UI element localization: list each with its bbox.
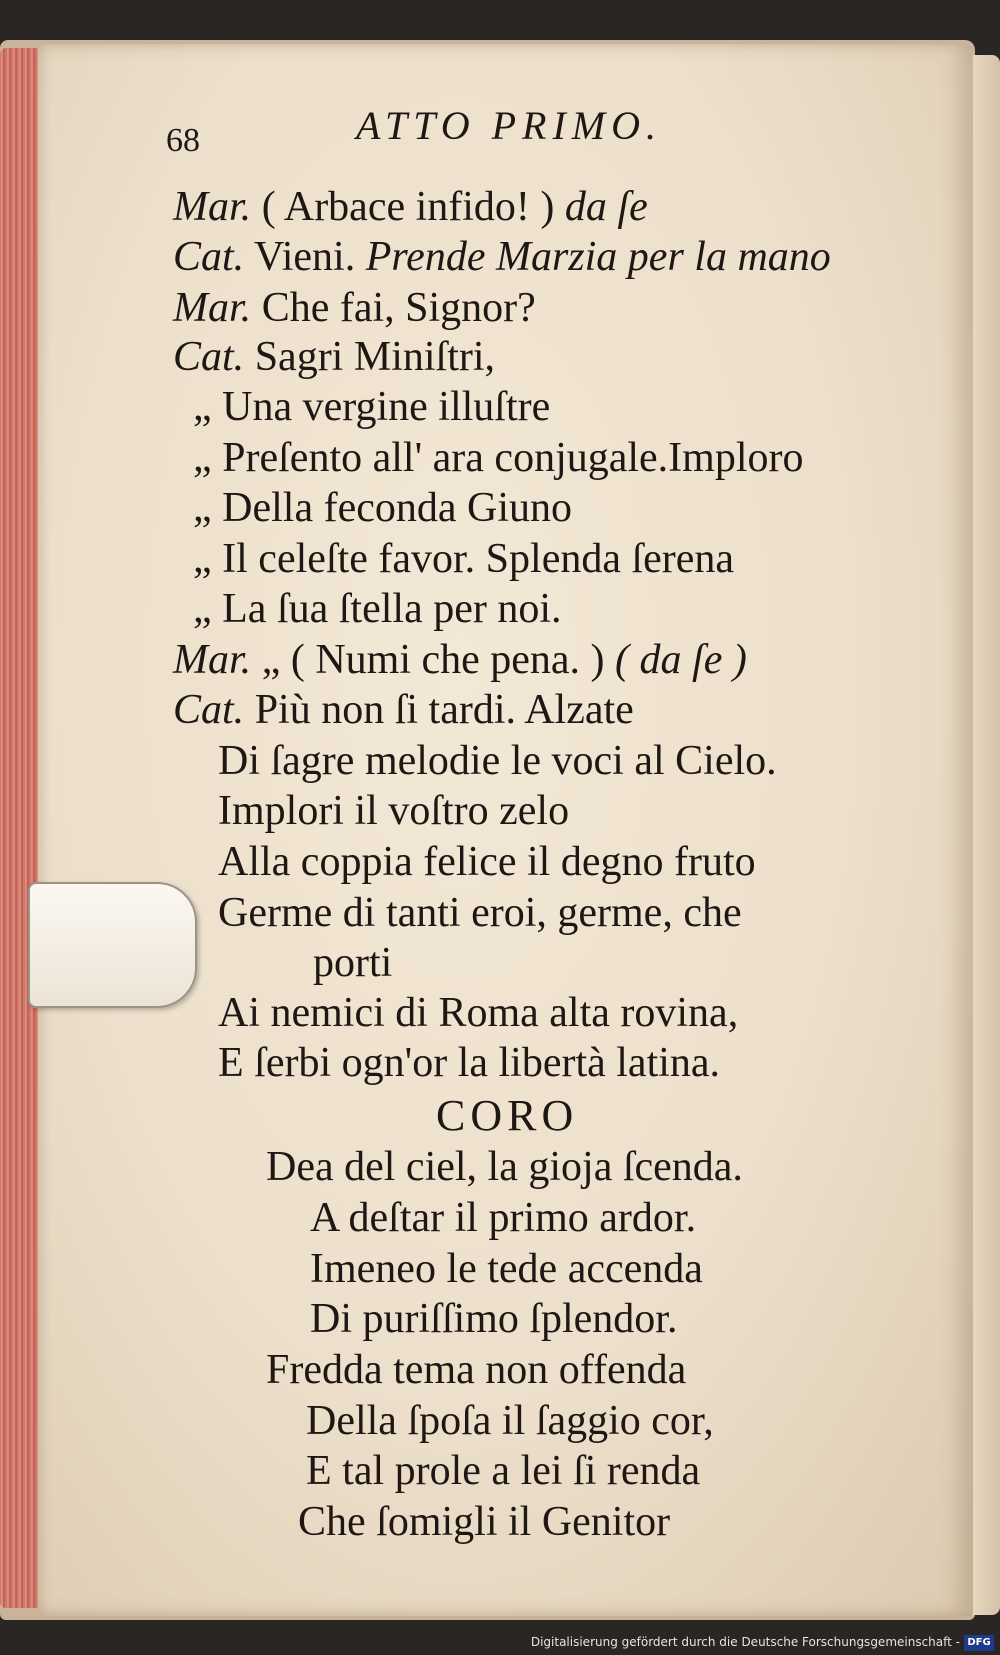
line-text: ( Arbace infido! ) bbox=[261, 184, 555, 230]
verse-line: „ Preſento all' ara conjugale.Imploro bbox=[193, 435, 804, 481]
verse-line: Ai nemici di Roma alta rovina, bbox=[218, 990, 739, 1036]
chorus-verse: Fredda tema non offenda bbox=[266, 1347, 687, 1393]
stage-direction: da ſe bbox=[564, 184, 648, 230]
verse-line bbox=[173, 336, 495, 378]
verse-line: „ Il celeſte favor. Splenda ſerena bbox=[193, 536, 735, 582]
book-page bbox=[38, 44, 973, 1616]
speaker-label: Mar. bbox=[173, 637, 252, 683]
speaker-label: Mar. bbox=[173, 285, 252, 331]
chorus-verse: Della ſpoſa il ſaggio cor, bbox=[306, 1398, 714, 1444]
running-title: ATTO PRIMO. bbox=[356, 103, 662, 148]
verse-line: Germe di tanti eroi, germe, che bbox=[218, 890, 742, 936]
chorus-verse: Di puriſſimo ſplendor. bbox=[310, 1296, 678, 1342]
verse-line bbox=[173, 186, 648, 228]
verse-line: Implori il voſtro zelo bbox=[218, 788, 570, 834]
chorus-verse: A deſtar il primo ardor. bbox=[310, 1195, 697, 1241]
line-text: Che fai, Signor? bbox=[261, 285, 536, 331]
verse-line: Di ſagre melodie le voci al Cielo. bbox=[218, 738, 777, 784]
line-text: Più non ſi tardi. Alzate bbox=[254, 687, 634, 733]
verse-line: „ Della feconda Giuno bbox=[193, 485, 573, 531]
verse-line: E ſerbi ogn'or la libertà latina. bbox=[218, 1040, 721, 1086]
line-text: „ ( Numi che pena. ) bbox=[261, 637, 605, 683]
verse-line bbox=[173, 236, 831, 278]
line-text: Sagri Miniſtri, bbox=[254, 334, 496, 380]
verse-line bbox=[173, 639, 747, 681]
line-text: Vieni. bbox=[253, 234, 356, 280]
verse-line: „ Una vergine illuſtre bbox=[193, 384, 551, 430]
speaker-label: Cat. bbox=[173, 234, 245, 280]
stage-direction: ( da ſe ) bbox=[615, 637, 747, 683]
verse-line: porti bbox=[313, 940, 393, 986]
chorus-verse: Imeneo le tede accenda bbox=[310, 1246, 703, 1292]
verse-line bbox=[173, 287, 536, 329]
speaker-label: Mar. bbox=[173, 184, 252, 230]
verse-line: „ La ſua ſtella per noi. bbox=[193, 586, 562, 632]
page-number: 68 bbox=[166, 122, 200, 159]
chorus-heading: CORO bbox=[436, 1091, 579, 1140]
verse-line bbox=[173, 689, 634, 731]
speaker-label: Cat. bbox=[173, 687, 245, 733]
chorus-verse: Che ſomigli il Genitor bbox=[298, 1499, 671, 1545]
verse-line: Alla coppia felice il degno fruto bbox=[218, 839, 756, 885]
chorus-verse: Dea del ciel, la gioja ſcenda. bbox=[266, 1144, 743, 1190]
chorus-verse: E tal prole a lei ſi renda bbox=[306, 1448, 701, 1494]
speaker-label: Cat. bbox=[173, 334, 245, 380]
dfg-logo: DFG bbox=[964, 1635, 994, 1651]
stage-direction: Prende Marzia per la mano bbox=[365, 234, 831, 280]
digitization-credit: Digitalisierung gefördert durch die Deutsche Forschungsgemeinschaft - bbox=[530, 1635, 960, 1649]
bookmark-tab bbox=[28, 882, 197, 1008]
